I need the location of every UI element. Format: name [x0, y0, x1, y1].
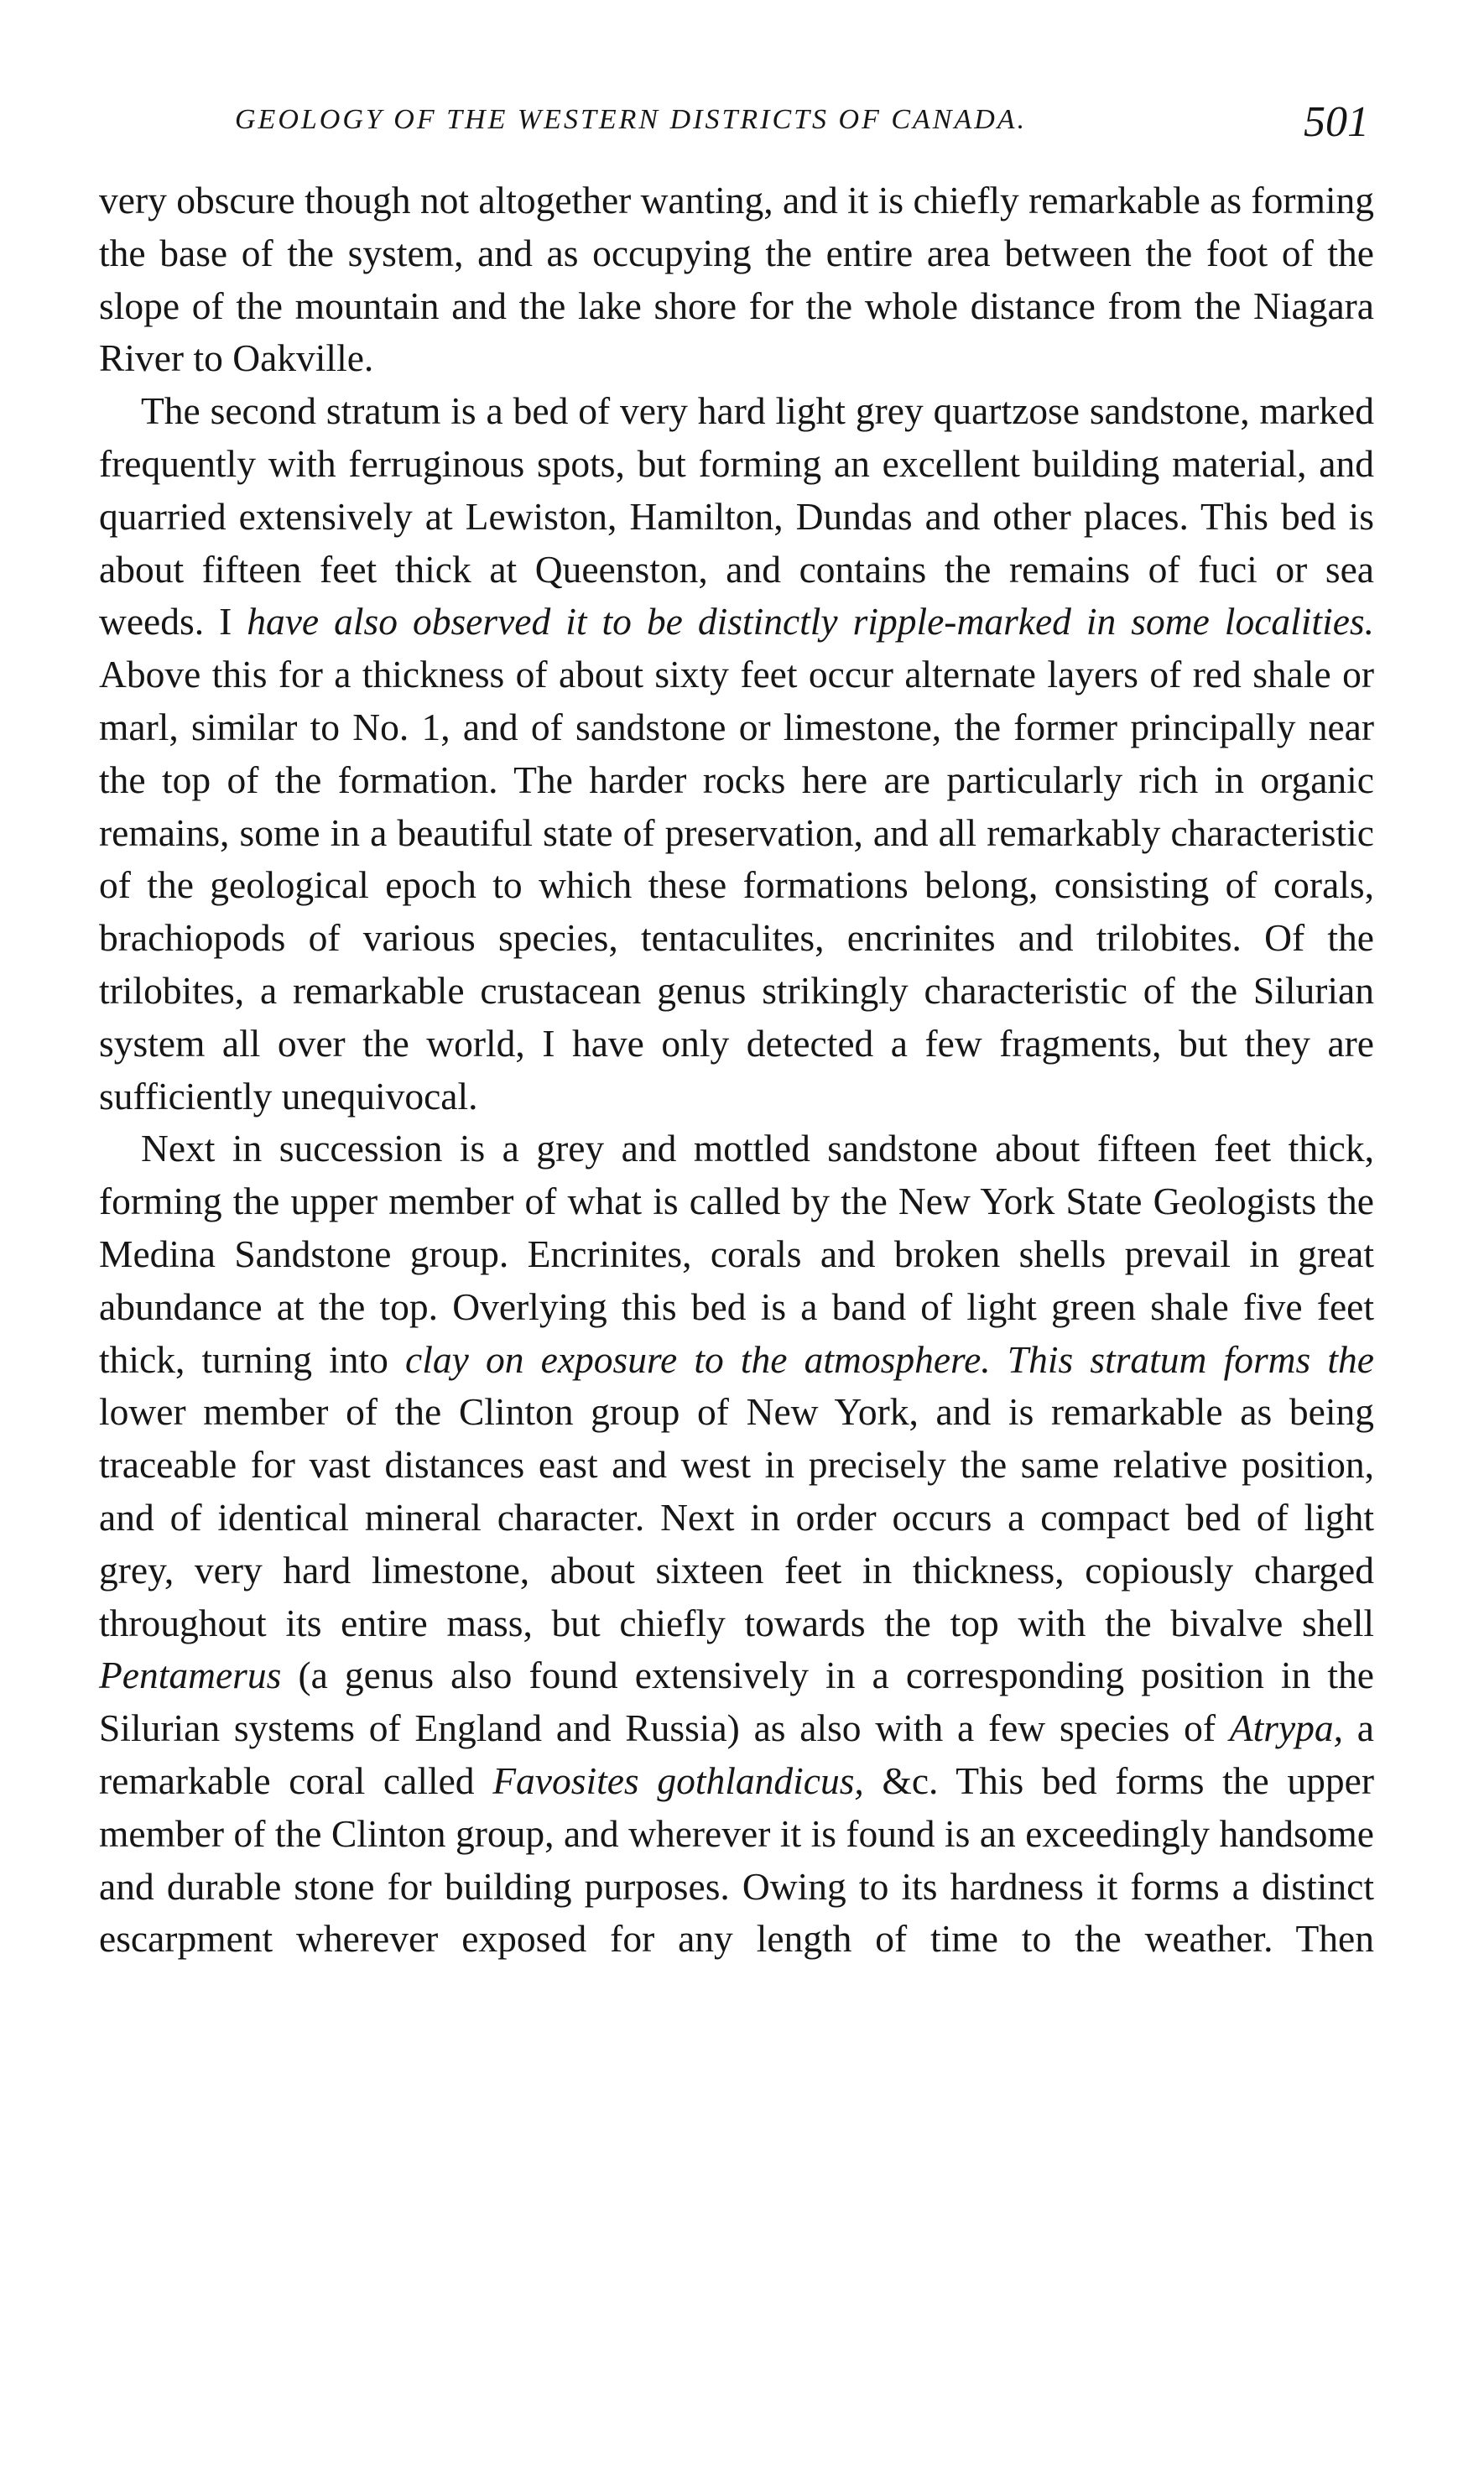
paragraph-1-text: very obscure though not altogether wanting, and it is chiefly remarkable as forming the base of the system, and as occupying the entire area between the foot of the slope of the mountain and the lake shore for the whole distance from the Niagara River to Oakville. — [99, 179, 1375, 380]
paragraph-3 — [99, 1123, 1374, 1966]
paragraph-2-italic-note: have also observed it to be distinctly ripple-marked in some localities. — [247, 600, 1374, 643]
taxon-atrypa: Atrypa, — [1229, 1706, 1344, 1750]
paragraph-3-text-b: lower member of the Clinton group of New York, and is remarkable as being traceable for vast distances east and west in precisely the same relative position, and of identical mineral character. Next in order occurs a compact bed of light grey, very hard limestone, about sixteen feet in thickness, copiously charged throughout its entire mass, but chiefly towards the top with the bivalve shell — [99, 1390, 1374, 1644]
body-text — [99, 175, 1374, 1966]
paragraph-3-italic-clay: clay on exposure to the atmosphere. This stratum forms the — [405, 1337, 1374, 1381]
paragraph-3-text-e: &c. This bed forms the upper member of the Clinton group, and wherever it is found is an exceedingly handsome and durable stone for building purposes. Owing to its hardness it forms a distinct escarpment wherever exposed for any length of time to the weather. Then — [99, 1758, 1374, 1961]
taxon-favosites: Favosites gothlandicus, — [492, 1758, 864, 1802]
paragraph-2-text-b: Above this for a thickness of about sixty feet occur alternate layers of red shale or marl, similar to No. 1, and of sandstone or limestone, the former principally near the top of the formation. The harder rocks here are particularly rich in organic remains, some in a beautiful state of preservation, and all remarkably characteristic of the geological epoch to which these formations belong, consisting of corals, brachiopods of various species, tentaculites, encrinites and trilobites. Of the trilobites, a remarkable crustacean genus strikingly characteristic of the Silurian system all over the world, I have only detected a few fragments, but they are sufficiently unequivocal. — [99, 653, 1374, 1117]
taxon-pentamerus: Pentamerus — [99, 1654, 282, 1697]
paragraph-3-text-c: (a genus also found extensively in a corresponding position in the Silurian systems of England and Russia) as also with a few species of — [99, 1654, 1374, 1750]
paragraph-3-text-a: Next in succession is a grey and mottled sandstone about fifteen feet thick, forming the upper member of what is called by the New York State Geologists the Medina Sandstone group. Encrinites, corals and broken shells prevail in great abundance at the top. Overlying this bed is a band of light green shale five feet thick, turning into — [99, 1127, 1374, 1381]
running-title: GEOLOGY OF THE WESTERN DISTRICTS OF CANADA. — [235, 104, 1028, 135]
paragraph-2 — [99, 385, 1374, 1123]
running-head — [101, 98, 1376, 151]
paragraph-3-text-d: a remarkable coral called — [99, 1706, 1374, 1802]
page-number: 501 — [1304, 98, 1369, 146]
paragraph-1 — [99, 175, 1374, 385]
paragraph-2-text-a: The second stratum is a bed of very hard light grey quartzose sandstone, marked frequently with ferruginous spots, but forming an excellent building material, and quarried extensively at Lewiston, Hamilton, Dundas and other places. This bed is about fifteen feet thick at Queenston, and contains the remains of fuci or sea weeds. I — [99, 389, 1374, 643]
